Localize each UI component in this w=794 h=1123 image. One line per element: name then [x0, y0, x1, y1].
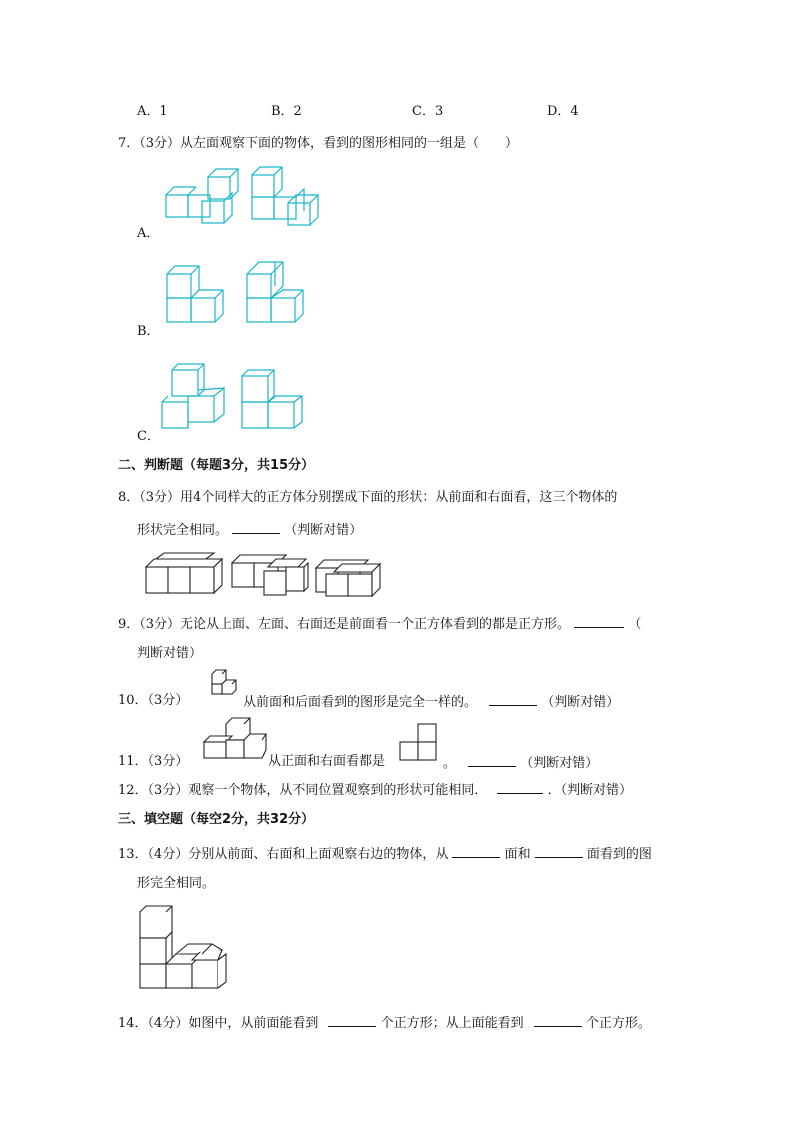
q13-figure [136, 902, 228, 994]
q9-answer-blank[interactable] [574, 614, 624, 628]
q10-figure [206, 668, 244, 700]
q11-view-figure [398, 722, 440, 764]
q8-line2 [137, 520, 362, 540]
q11-tail [443, 753, 598, 773]
q13-text-c: 面看到的图 [586, 847, 652, 862]
q8-answer-blank[interactable] [232, 520, 280, 534]
q13-answer-blank-2[interactable] [535, 844, 583, 858]
q7-label-b: B． [137, 324, 160, 339]
q6-option-b: B．2 [271, 104, 302, 119]
q8-figure-2 [228, 553, 308, 597]
q7-figure-c2 [238, 368, 310, 434]
q13-line2: 形完全相同。 [137, 876, 216, 891]
q11-dot: 。 [443, 756, 457, 771]
q9-line1 [118, 614, 641, 634]
q10-line [243, 692, 619, 712]
q10-text: 从前面和后面看到的图形是完全一样的。 [243, 695, 478, 710]
q14-text-c: 个正方形。 [585, 1016, 651, 1031]
q11-text: 从正面和右面看都是 [268, 754, 386, 769]
q10-instruction: （判断对错） [541, 695, 620, 710]
q14-text-a: 14．（4分）如图中，从前面能看到 [118, 1016, 319, 1031]
q8-line1: 8．（3分）用4个同样大的正方体分别摆成下面的形状：从前面和右面看，这三个物体的 [118, 490, 618, 505]
q9-paren: （ [628, 617, 642, 632]
q7-question: 7．（3分）从左面观察下面的物体，看到的图形相同的一组是（ ） [118, 136, 519, 151]
q8-figure-1 [142, 553, 222, 597]
q7-figure-a2 [248, 165, 328, 227]
q9-line2: 判断对错） [137, 646, 203, 661]
q11-instruction: （判断对错） [520, 756, 599, 771]
q7-figure-b2 [243, 256, 315, 326]
q14-answer-blank-2[interactable] [534, 1013, 582, 1027]
q7-label-a: A． [137, 226, 160, 241]
q11-figure [202, 716, 268, 762]
q7-figure-c1 [158, 362, 234, 434]
q12-answer-blank[interactable] [497, 780, 543, 794]
q14-answer-blank-1[interactable] [328, 1013, 376, 1027]
q13-answer-blank-1[interactable] [452, 844, 500, 858]
q8-instruction: （判断对错） [284, 523, 363, 538]
q12-text: 12．（3分）观察一个物体，从不同位置观察到的形状可能相同． [118, 783, 488, 798]
q7-figure-a1 [162, 165, 242, 227]
q11-prefix: 11．（3分） [118, 754, 189, 769]
q9-text: 9．（3分）无论从上面、左面、右面还是前面看一个正方体看到的都是正方形。 [118, 617, 571, 632]
q10-answer-blank[interactable] [489, 692, 537, 706]
q8-text: 形状完全相同。 [137, 523, 229, 538]
q6-option-a: A．1 [137, 104, 168, 119]
q13-text-b: 面和 [504, 847, 531, 862]
q13-line1 [118, 844, 652, 864]
q6-option-d: D．4 [547, 104, 579, 119]
section2-title: 二、判断题（每题3分，共15分） [118, 458, 315, 473]
q13-text-a: 13．（4分）分别从前面、右面和上面观察右边的物体，从 [118, 847, 449, 862]
q11-answer-blank[interactable] [468, 753, 516, 767]
q8-figure-3 [312, 556, 382, 600]
q14-text-b: 个正方形；从上面能看到 [380, 1016, 524, 1031]
q12-instruction: ．（判断对错） [547, 783, 633, 798]
q14-line [118, 1013, 651, 1033]
section3-title: 三、填空题（每空2分，共32分） [118, 812, 315, 827]
q7-figure-b1 [163, 262, 235, 326]
q12-line [118, 780, 632, 800]
q10-prefix: 10．（3分） [118, 693, 189, 708]
q7-label-c: C． [137, 429, 160, 444]
q6-option-c: C．3 [412, 104, 444, 119]
